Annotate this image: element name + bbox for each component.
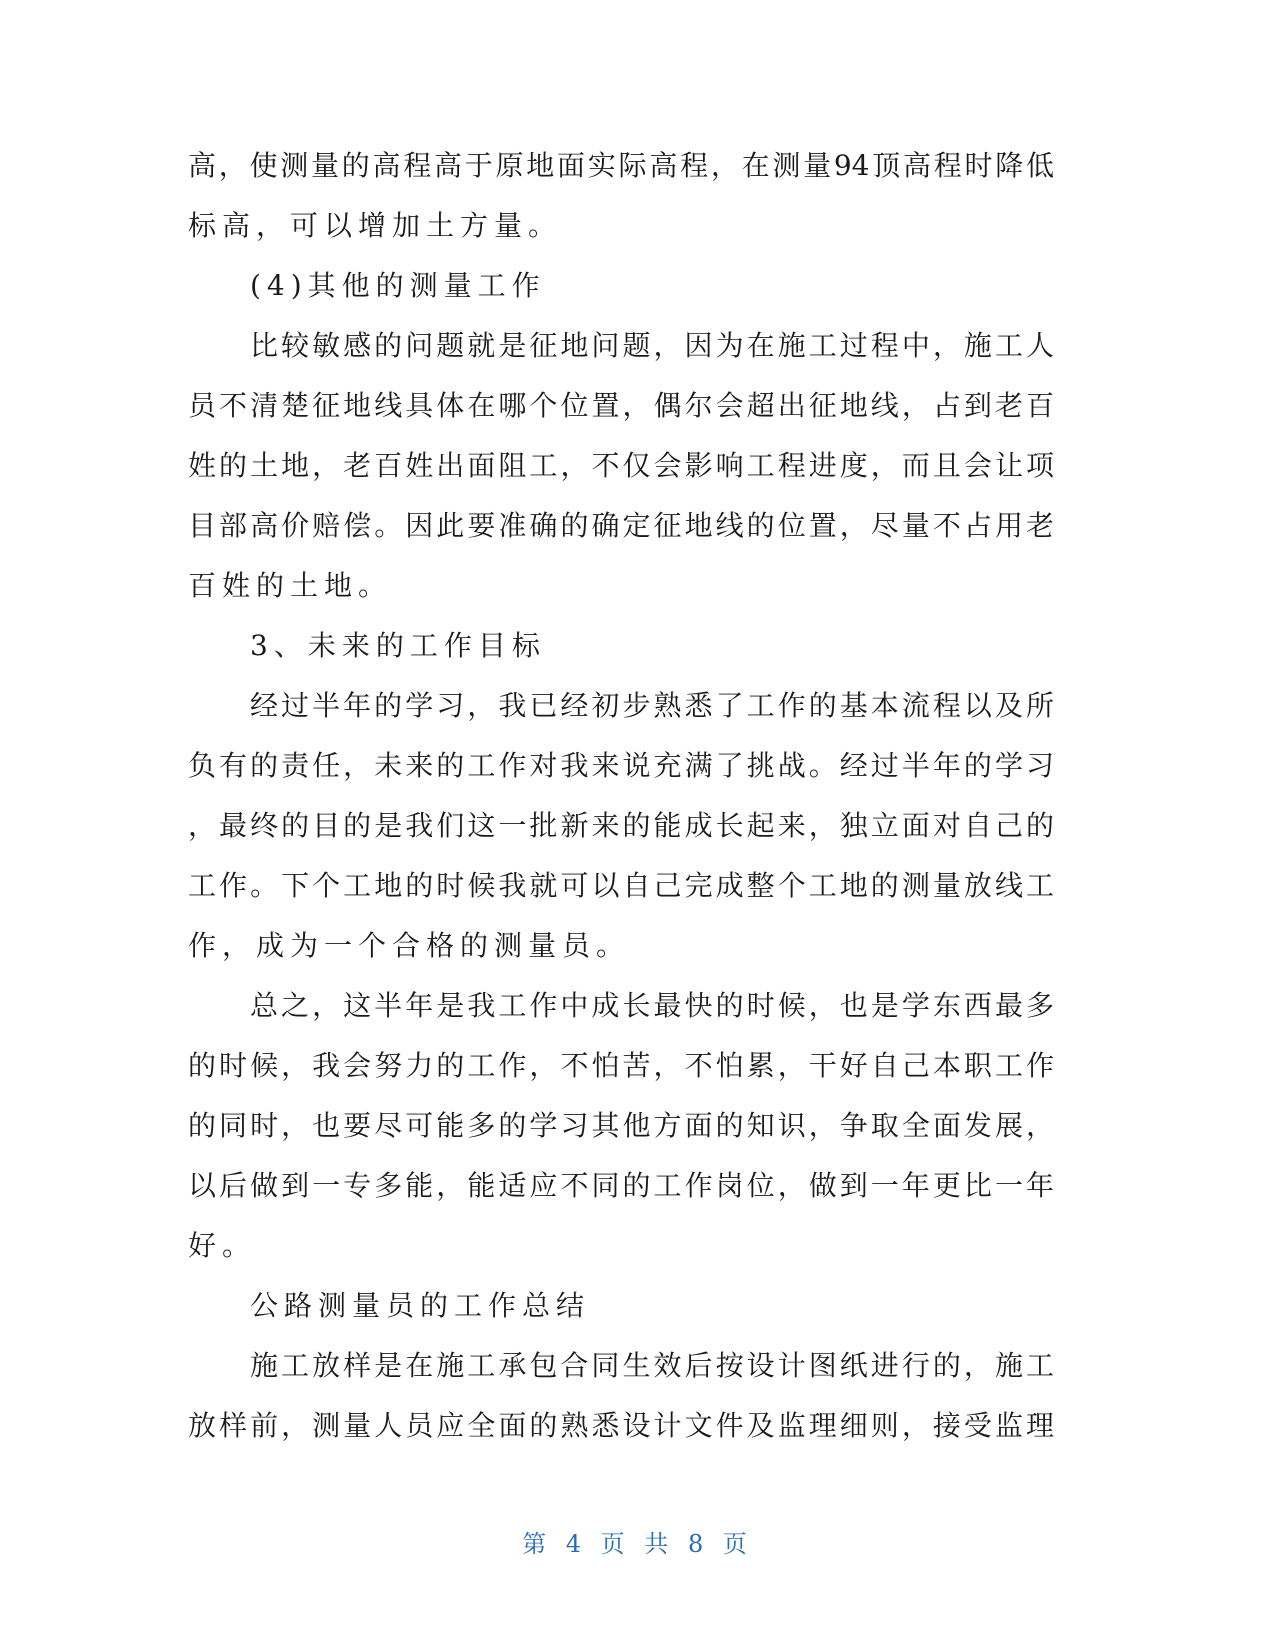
text-line: 百姓的土地。 — [188, 569, 393, 602]
text-line: ，最终的目的是我们这一批新来的能成长起来，独立面对自己的 — [188, 809, 1054, 842]
text-line: 高，使测量的高程高于原地面实际高程，在测量94顶高程时降低 — [188, 149, 1054, 182]
page-number-footer: 第 4 页 共 8 页 — [522, 1530, 753, 1558]
text-line: 姓的土地，老百姓出面阻工，不仅会影响工程进度，而且会让项 — [188, 449, 1054, 482]
text-line: 施工放样是在施工承包合同生效后按设计图纸进行的，施工 — [250, 1349, 1054, 1382]
section-heading: (4)其他的测量工作 — [250, 269, 546, 302]
text-line: 比较敏感的问题就是征地问题，因为在施工过程中，施工人 — [250, 329, 1054, 362]
text-line: 以后做到一专多能，能适应不同的工作岗位，做到一年更比一年 — [188, 1169, 1054, 1202]
text-line: 负有的责任，未来的工作对我来说充满了挑战。经过半年的学习 — [188, 749, 1054, 782]
text-line: 放样前，测量人员应全面的熟悉设计文件及监理细则，接受监理 — [188, 1409, 1054, 1442]
text-line: 好。 — [188, 1229, 257, 1262]
text-line: 标高，可以增加土方量。 — [188, 209, 563, 242]
text-line: 的同时，也要尽可能多的学习其他方面的知识，争取全面发展， — [188, 1109, 1054, 1142]
document-body — [188, 136, 1054, 1456]
text-line: 总之，这半年是我工作中成长最快的时候，也是学东西最多 — [250, 989, 1054, 1022]
text-line: 工作。下个工地的时候我就可以自己完成整个工地的测量放线工 — [188, 869, 1054, 902]
text-line: 的时候，我会努力的工作，不怕苦，不怕累，干好自己本职工作 — [188, 1049, 1054, 1082]
text-line: 目部高价赔偿。因此要准确的确定征地线的位置，尽量不占用老 — [188, 509, 1054, 542]
section-heading: 公路测量员的工作总结 — [250, 1289, 591, 1322]
text-line: 作，成为一个合格的测量员。 — [188, 929, 631, 962]
text-line: 经过半年的学习，我已经初步熟悉了工作的基本流程以及所 — [250, 689, 1054, 722]
section-heading: 3、未来的工作目标 — [250, 629, 546, 662]
text-line: 员不清楚征地线具体在哪个位置，偶尔会超出征地线，占到老百 — [188, 389, 1054, 422]
